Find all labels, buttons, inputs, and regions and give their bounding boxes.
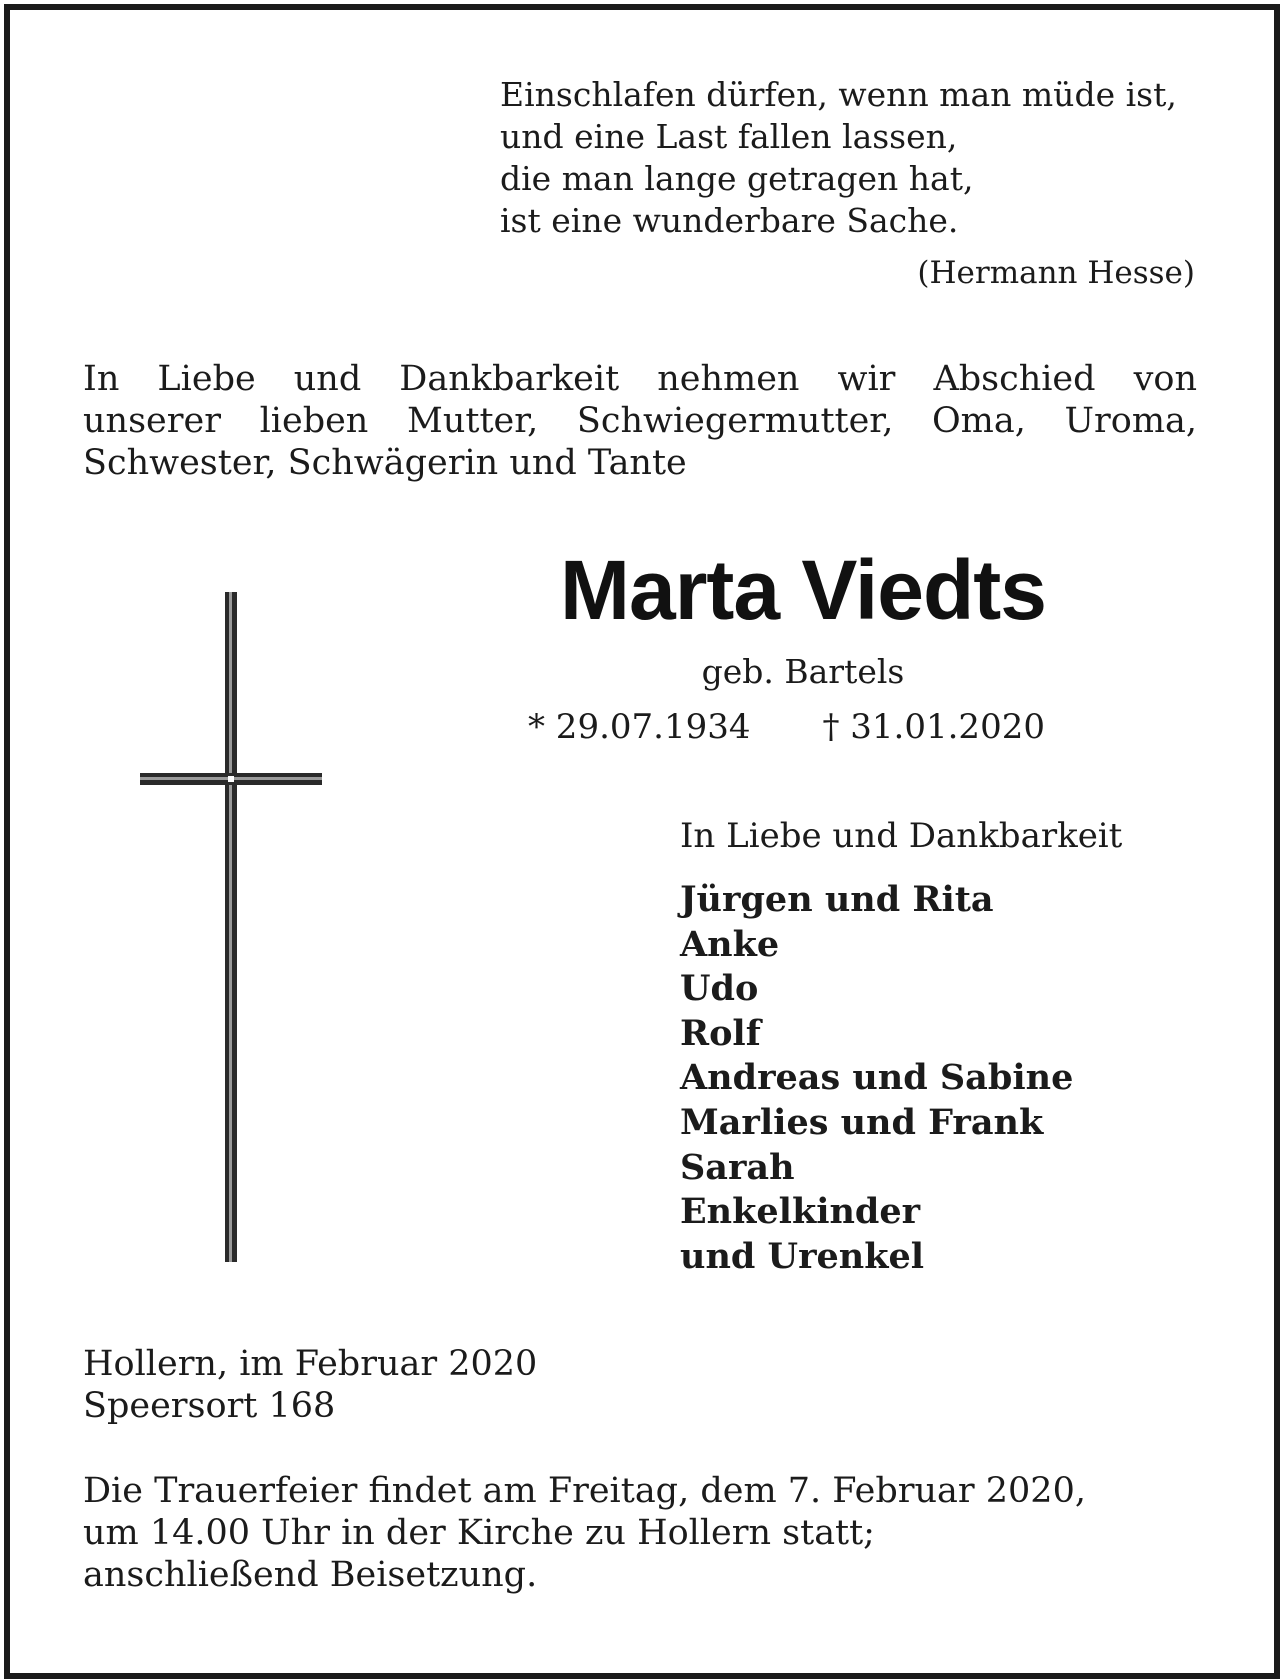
deceased-name: Marta Viedts bbox=[560, 543, 1046, 637]
mourner-name: Jürgen und Rita bbox=[680, 879, 994, 920]
birth-date: * 29.07.1934 bbox=[528, 707, 751, 747]
service-line: anschließend Beisetzung. bbox=[83, 1555, 538, 1595]
place-date: Hollern, im Februar 2020 bbox=[83, 1344, 538, 1384]
mourner-name: Marlies und Frank bbox=[680, 1101, 1044, 1143]
poem bbox=[500, 74, 1200, 242]
poem-line: Einschlafen dürfen, wenn man müde ist, bbox=[500, 75, 1177, 114]
mourner-name: Rolf bbox=[680, 1012, 761, 1054]
mourners-heading: In Liebe und Dankbarkeit bbox=[680, 816, 1123, 856]
intro-line: Schwester, Schwägerin und Tante bbox=[83, 443, 687, 483]
service-info bbox=[83, 1470, 1086, 1596]
place-block bbox=[83, 1343, 537, 1427]
address: Speersort 168 bbox=[83, 1386, 336, 1426]
cross-icon bbox=[140, 592, 322, 1262]
poem-line: und eine Last fallen lassen, bbox=[500, 117, 958, 156]
intro-text bbox=[83, 358, 1197, 484]
intro-line: In Liebe und Dankbarkeit nehmen wir Abschied von bbox=[83, 359, 1197, 399]
mourners-list bbox=[680, 878, 1073, 1279]
service-line: Die Trauerfeier findet am Freitag, dem 7. Februar 2020, bbox=[83, 1471, 1086, 1511]
mourner-name: Anke bbox=[680, 923, 780, 965]
mourner-name: Enkelkinder bbox=[680, 1191, 921, 1233]
maiden-name: geb. Bartels bbox=[701, 652, 905, 691]
mourner-name: Sarah bbox=[680, 1146, 795, 1188]
service-line: um 14.00 Uhr in der Kirche zu Hollern statt; bbox=[83, 1513, 875, 1553]
intro-line: unserer lieben Mutter, Schwiegermutter, Oma, Uroma, bbox=[83, 401, 1197, 441]
poem-line: ist eine wunderbare Sache. bbox=[500, 201, 959, 240]
mourner-name: Andreas und Sabine bbox=[680, 1057, 1074, 1099]
life-dates bbox=[528, 707, 1045, 747]
poem-author: (Hermann Hesse) bbox=[917, 255, 1195, 291]
mourner-name: Udo bbox=[680, 968, 759, 1010]
mourner-name: und Urenkel bbox=[680, 1235, 925, 1277]
poem-line: die man lange getragen hat, bbox=[500, 159, 974, 198]
death-date: † 31.01.2020 bbox=[822, 707, 1045, 747]
